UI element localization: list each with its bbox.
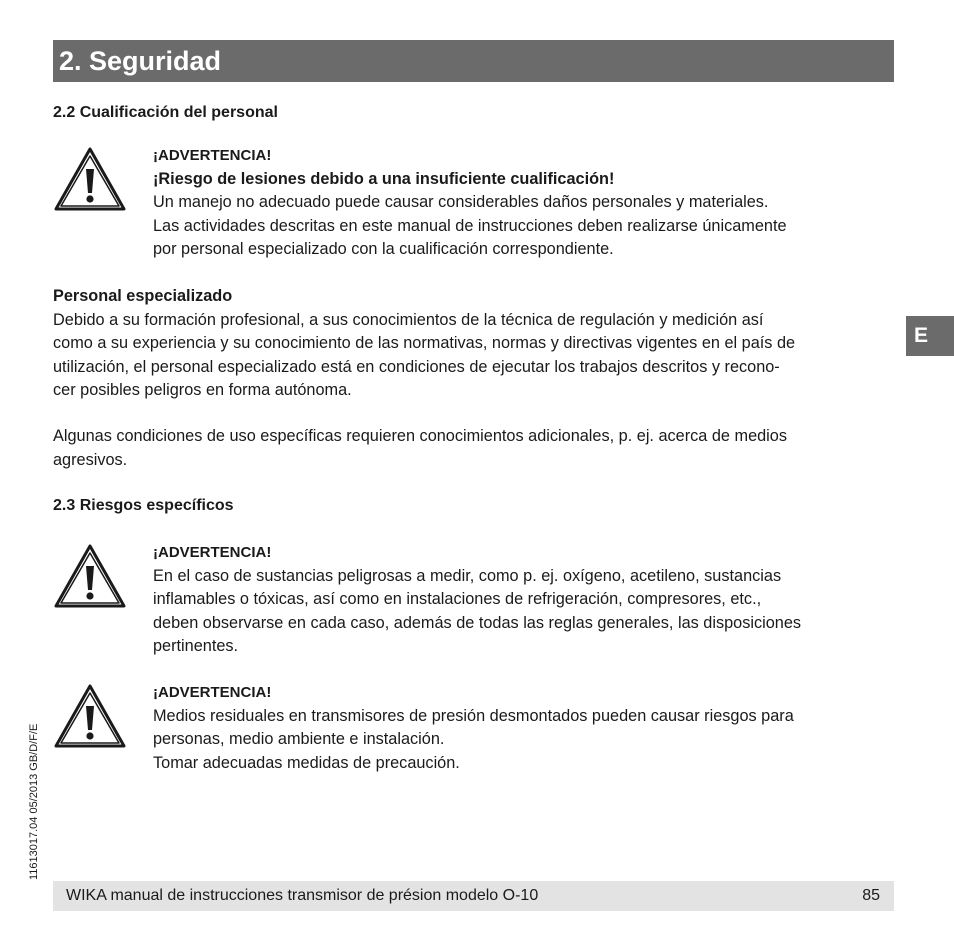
paragraph-line: Debido a su formación profesional, a sus conocimientos de la técnica de regulación y medición así (53, 310, 764, 329)
document-code: 11613017.04 05/2013 GB/D/F/E (28, 723, 40, 880)
warning-line: pertinentes. (153, 637, 239, 655)
warning-line: Medios residuales en transmisores de presión desmontados pueden causar riesgos para (153, 706, 794, 725)
warning-line: por personal especializado con la cualificación correspondiente. (153, 240, 614, 258)
warning-triangle-icon (53, 683, 127, 749)
heading-cualificacion: 2.2 Cualificación del personal (53, 104, 278, 121)
warning-title: ¡Riesgo de lesiones debido a una insuficiente cualificación! (153, 169, 615, 188)
footer-text: WIKA manual de instrucciones transmisor de présion modelo O-10 (66, 887, 539, 904)
paragraph-line: como a su experiencia y su conocimiento de las normativas, normas y directivas vigentes en el país de (53, 334, 796, 352)
paragraph-line: Algunas condiciones de uso específicas requieren conocimientos adicionales, p. ej. acerca de medios (53, 427, 787, 445)
warning-triangle-icon (53, 543, 127, 609)
warning-line: En el caso de sustancias peligrosas a medir, como p. ej. oxígeno, acetileno, sustancias (153, 566, 782, 585)
page-footer (53, 881, 894, 911)
warning-triangle-icon (53, 146, 127, 212)
warning-line: Las actividades descritas en este manual de instrucciones deben realizarse únicamente (153, 216, 787, 235)
warning-line: deben observarse en cada caso, además de todas las reglas generales, las disposiciones (153, 613, 802, 632)
conditions-paragraph (53, 425, 898, 472)
personal-heading: Personal especializado (53, 287, 233, 305)
warning-line: Tomar adecuadas medidas de precaución. (153, 753, 460, 772)
warning-block-sustancias (153, 541, 898, 659)
warning-label: ¡ADVERTENCIA! (153, 684, 272, 701)
warning-label: ¡ADVERTENCIA! (153, 147, 272, 164)
warning-label: ¡ADVERTENCIA! (153, 544, 272, 561)
heading-riesgos: 2.3 Riesgos específicos (53, 497, 234, 514)
personal-especializado-paragraph (53, 285, 898, 403)
warning-block-cualificacion (153, 144, 898, 262)
warning-line: inflamables o tóxicas, así como en instalaciones de refrigeración, compresores, etc., (153, 590, 762, 608)
paragraph-line: utilización, el personal especializado está en condiciones de ejecutar los trabajos descritos y recono- (53, 357, 780, 376)
warning-block-medios-residuales (153, 681, 898, 775)
section-title: 2. Seguridad (53, 40, 894, 82)
warning-line: personas, medio ambiente e instalación. (153, 730, 445, 748)
language-tab: E (906, 316, 954, 356)
paragraph-line: cer posibles peligros en forma autónoma. (53, 381, 352, 399)
warning-line: Un manejo no adecuado puede causar considerables daños personales y materiales. (153, 193, 769, 211)
page-number: 85 (862, 887, 880, 904)
paragraph-line: agresivos. (53, 450, 128, 469)
